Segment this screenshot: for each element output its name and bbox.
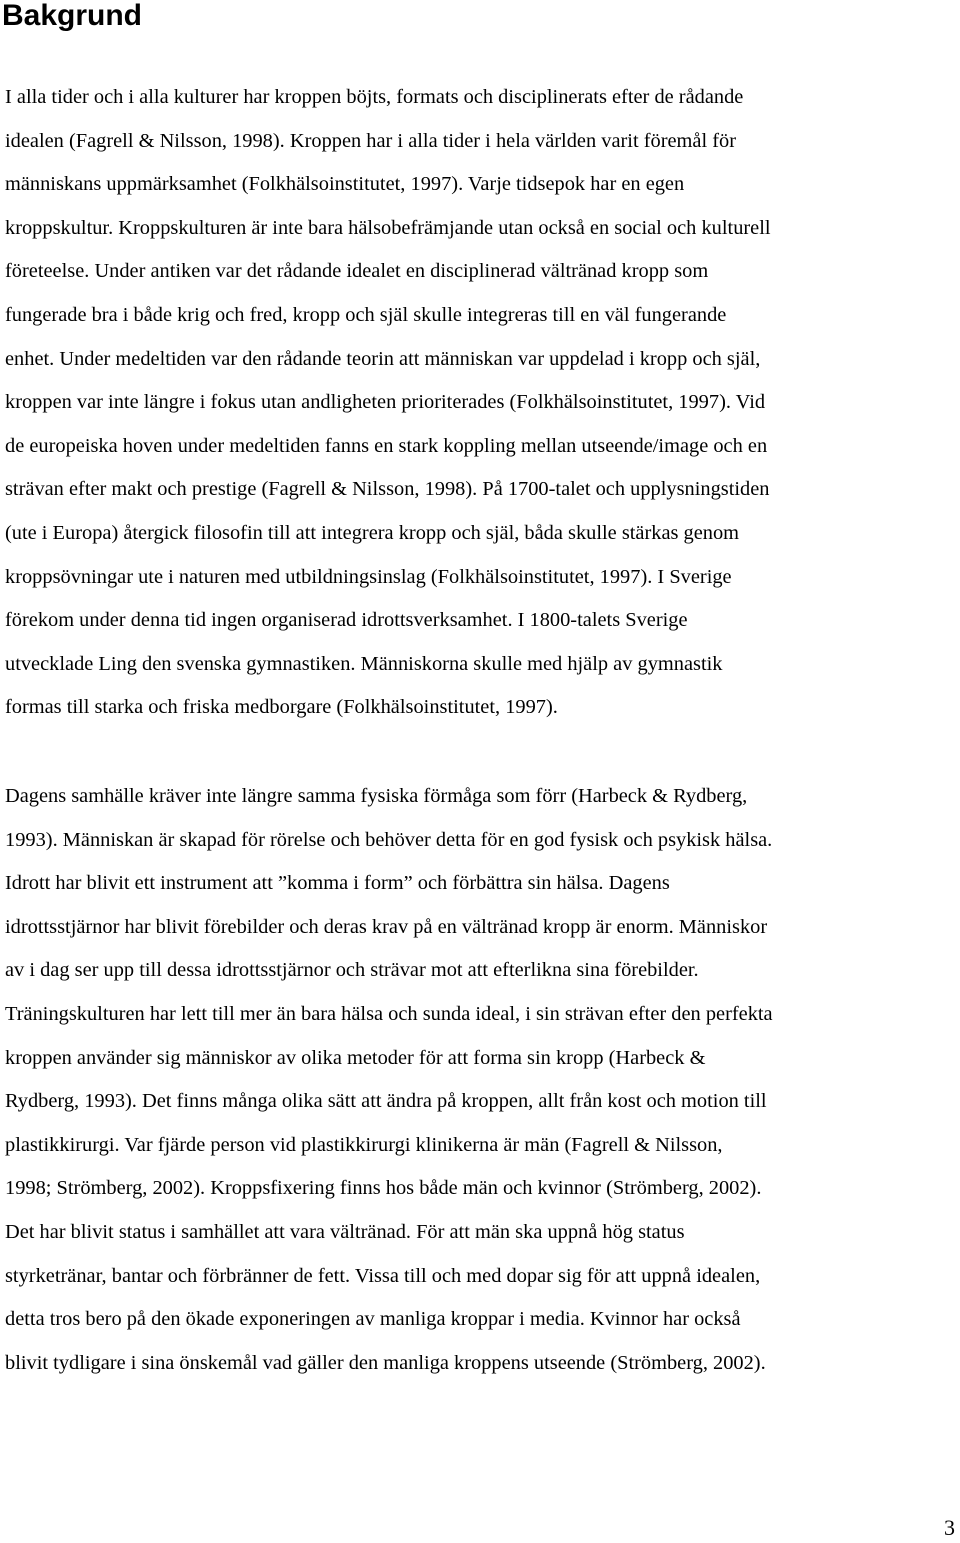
text-line: styrketränar, bantar och förbränner de fett. Vissa till och med dopar sig för att uppnå idealen, <box>5 1264 761 1287</box>
text-line: idrottsstjärnor har blivit förebilder och deras krav på en vältränad kropp är enorm. Människor <box>5 915 768 938</box>
text-line: Rydberg, 1993). Det finns många olika sätt att ändra på kroppen, allt från kost och motion till <box>5 1090 767 1113</box>
paragraph-history <box>5 76 960 730</box>
text-line: Idrott har blivit ett instrument att ”komma i form” och förbättra sin hälsa. Dagens <box>5 872 670 895</box>
text-line: 1993). Människan är skapad för rörelse och behöver detta för en god fysisk och psykisk hälsa. <box>5 828 773 851</box>
text-line: Dagens samhälle kräver inte längre samma fysiska förmåga som förr (Harbeck & Rydberg, <box>5 785 748 807</box>
text-line: utvecklade Ling den svenska gymnastiken. Människorna skulle med hjälp av gymnastik <box>5 652 723 675</box>
text-line: kroppen var inte längre i fokus utan andligheten prioriterades (Folkhälsoinstitutet, 1997). Vid <box>5 391 766 414</box>
text-line: Det har blivit status i samhället att vara vältränad. För att män ska uppnå hög status <box>5 1220 685 1243</box>
text-line: Träningskulturen har lett till mer än bara hälsa och sunda ideal, i sin strävan efter den perfekta <box>5 1002 773 1025</box>
text-line: (ute i Europa) återgick filosofin till att integrera kropp och själ, båda skulle stärkas genom <box>5 521 740 544</box>
text-line: kroppen använder sig människor av olika metoder för att forma sin kropp (Harbeck & <box>5 1046 706 1069</box>
text-line: blivit tydligare i sina önskemål vad gäller den manliga kroppens utseende (Strömberg, 2002). <box>5 1351 766 1374</box>
text-line: förekom under denna tid ingen organiserad idrottsverksamhet. I 1800-talets Sverige <box>5 609 688 632</box>
paragraph-today <box>5 775 960 1385</box>
section-heading: Bakgrund <box>2 0 143 32</box>
text-line: 1998; Strömberg, 2002). Kroppsfixering finns hos både män och kvinnor (Strömberg, 2002). <box>5 1177 762 1200</box>
text-line: strävan efter makt och prestige (Fagrell & Nilsson, 1998). På 1700-talet och upplysningstiden <box>5 478 770 501</box>
text-line: idealen (Fagrell & Nilsson, 1998). Kroppen har i alla tider i hela världen varit föremål för <box>5 129 736 152</box>
text-line: av i dag ser upp till dessa idrottsstjärnor och strävar mot att efterlikna sina förebilder. <box>5 959 699 982</box>
text-line: plastikkirurgi. Var fjärde person vid plastikkirurgi klinikerna är män (Fagrell & Nilsson, <box>5 1133 723 1156</box>
text-line: kroppsövningar ute i naturen med utbildningsinslag (Folkhälsoinstitutet, 1997). I Sverige <box>5 565 732 588</box>
text-line: företeelse. Under antiken var det rådande idealet en disciplinerad vältränad kropp som <box>5 260 709 283</box>
text-line: enhet. Under medeltiden var den rådande teorin att människan var uppdelad i kropp och själ, <box>5 347 761 370</box>
text-line: detta tros bero på den ökade exponeringen av manliga kroppar i media. Kvinnor har också <box>5 1308 741 1331</box>
text-line: de europeiska hoven under medeltiden fanns en stark koppling mellan utseende/image och en <box>5 434 768 457</box>
text-line: formas till starka och friska medborgare (Folkhälsoinstitutet, 1997). <box>5 696 558 719</box>
page-number: 3 <box>944 1515 955 1540</box>
text-line: fungerade bra i både krig och fred, kropp och själ skulle integreras till en väl fungerande <box>5 303 727 326</box>
text-line: människans uppmärksamhet (Folkhälsoinstitutet, 1997). Varje tidsepok har en egen <box>5 173 685 196</box>
text-line: kroppskultur. Kroppskulturen är inte bara hälsobefrämjande utan också en social och kulturell <box>5 216 771 239</box>
text-line: I alla tider och i alla kulturer har kroppen böjts, formats och disciplinerats efter de rådande <box>5 86 744 108</box>
